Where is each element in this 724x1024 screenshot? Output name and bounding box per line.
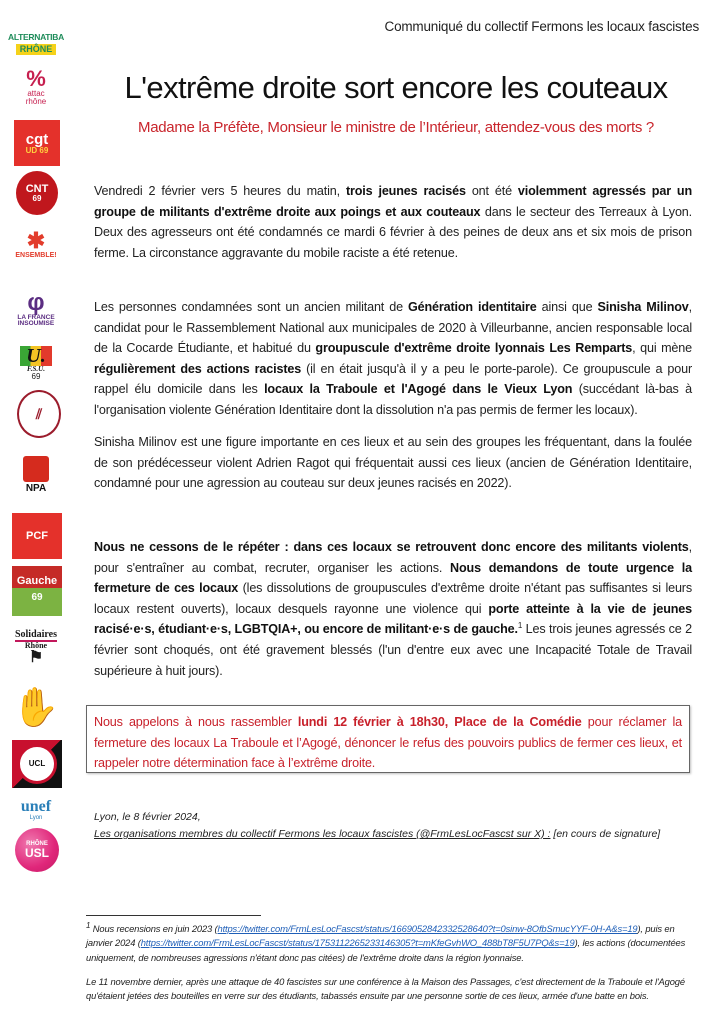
logo-npa: NPA — [6, 450, 66, 500]
footnote-marker: 1 — [86, 920, 91, 930]
logo-lfi: φ LA FRANCE INSOUMISE — [17, 288, 55, 327]
emphasis-text: Sinisha Milinov — [597, 300, 689, 314]
logo-pcf: PCF — [12, 513, 62, 559]
logo-fsu: U. F.S.U. 69 — [6, 336, 66, 390]
footnote-2 — [86, 975, 696, 1004]
emphasis-text: Génération identitaire — [407, 300, 537, 314]
hand-icon: ✋ — [12, 687, 60, 729]
rally-callout-text — [94, 712, 682, 774]
logo-touche-pas-a-mon-pote — [6, 680, 66, 736]
figures-icon: ✱ — [26, 227, 46, 253]
npa-emblem-icon — [23, 456, 49, 482]
body-text: Le 11 novembre dernier, après une attaque de 40 fascistes sur une conférence à la Maison des Passages, c'est directement de la Traboule et l'Agogé qu'étaient jetées des bouteilles en verre sur des étudiants, tabassés ensuite par une personne sortie de ces lieux, armée d'une batte en bois. — [86, 976, 685, 1002]
body-text: ), puis en janvier 2024 ( — [86, 923, 675, 949]
body-text: (il en était jusqu'à il y a peu le porte-parole). Ce groupuscule a pour rappel élu domicile dans les — [94, 361, 692, 397]
emphasis-text: porte atteinte à la vie de jeunes racisé·e·s, étudiant·e·s, LGBTQIA+, ou encore de militant·e·s de gauche. — [94, 601, 693, 637]
footnote-1 — [86, 922, 696, 965]
signatories-line — [94, 826, 660, 843]
place-date: Lyon, le 8 février 2024, — [94, 811, 201, 823]
logo-usl: RHÔNE USL — [15, 828, 59, 872]
signature-status: [en cours de signature] — [550, 828, 661, 840]
body-text: ), les actions (documentées uniquement, de nombreuses agressions n'étant donc pas citées) de l'extrême droite dans la région lyonnaise. — [86, 937, 686, 963]
signatories-label: Les organisations membres du collectif Fermons les locaux fascistes (@FrmLesLocFascst sur X) : — [94, 828, 551, 840]
body-text: Les personnes condamnées sont un ancien militant de — [94, 300, 408, 314]
footnote-separator — [86, 915, 261, 916]
body-text: Vendredi 2 février vers 5 heures du matin, — [94, 184, 346, 198]
body-text: Nous appelons à nous rassembler — [94, 715, 298, 729]
body-text: Les trois jeunes agressés ce 2 février sont choqués, ont été gravement blessés (l'un d'entre eux avec une Incapacité Totale de Travail supérieure à huit jours). — [94, 622, 692, 678]
logo-ucl: UCL — [12, 740, 62, 788]
logo-ensemble: ✱ ENSEMBLE! — [15, 227, 57, 259]
signature-block — [94, 809, 660, 843]
emphasis-text: locaux la Traboule et l'Agogé dans le Vieux Lyon — [264, 382, 573, 397]
emphasis-text: violemment agressés par un groupe de militants d'extrême droite aux poings et aux couteaux — [94, 184, 693, 219]
body-text: pour réclamer la fermeture des locaux La Traboule et l’Agogé, dénoncer le refus des pouvoirs publics de fermer ces lieux, et rappeler notre détermination face à l’extrême droite. — [94, 715, 682, 771]
runner-flag-icon: ⚑ — [28, 649, 44, 666]
paragraph-milinov — [94, 432, 692, 494]
body-text: ainsi que — [536, 300, 598, 314]
percent-icon: % — [26, 66, 46, 91]
body-text: ont été — [465, 184, 518, 198]
footnote-link[interactable]: https://twitter.com/FrmLesLocFascst/status/1669052842332528640?t=0sinw-8OfbSmucYYF-0H-A&s=19 — [217, 923, 638, 934]
body-text: dans le secteur des Terreaux à Lyon. Deux des agresseurs ont été condamnés ce mardi 6 février à des peines de deux ans et six mois de prison ferme. La circonstance aggravante du mobile raciste a été retenue. — [94, 204, 692, 260]
rally-callout-box — [86, 705, 690, 773]
emphasis-text: groupuscule d'extrême droite lyonnais Les Remparts — [315, 341, 633, 356]
body-text: (les dissolutions de groupuscules d'extrême droite n'étant pas suffisantes si leurs locaux restent ouverts), locaux desquels rayonne une violence qui — [94, 581, 692, 616]
footnote-marker: 1 — [517, 621, 523, 631]
body-text: , qui mène — [632, 341, 692, 356]
collective-header-label: Communiqué du collectif Fermons les locaux fascistes — [384, 19, 699, 34]
footnote-link[interactable]: https://twitter.com/FrmLesLocFascst/status/1753112265233146305?t=mKfeGvhWO_488bT8F5U7PQ&s=19 — [140, 937, 575, 949]
emphasis-text: lundi 12 février à 18h30, Place de la Comédie — [297, 715, 582, 729]
logo-cgt: cgt UD 69 — [14, 120, 60, 166]
logo-attac: % attac rhône — [25, 66, 47, 106]
page-subtitle: Madame la Préfète, Monsieur le ministre de l’Intérieur, attendez-vous des morts ? — [138, 119, 654, 136]
logo-solidaires: Solidaires Rhône ⚑ — [14, 629, 58, 666]
logo-cnt: CNT 69 — [16, 171, 58, 215]
emphasis-text: Nous demandons de toute urgence la fermeture de ces locaux — [94, 560, 692, 596]
arrows-icon: ⫽ — [35, 406, 43, 422]
phi-icon: φ — [27, 288, 45, 316]
paragraph-condemned — [94, 297, 692, 421]
emphasis-text: Nous ne cessons de le répéter : dans ces locaux se retrouvent donc encore des militants violents — [94, 540, 689, 554]
logo-jeune-garde — [17, 390, 61, 438]
body-text: Sinisha Milinov est une figure importante en ces lieux et au sein des groupes les fréquentant, dans la foulée de son prédécesseur violent Adrien Ragot qui fréquentait aussi ces lieux (ancien de Génération Identitaire, condamné pour une agression au couteau sur deux jeunes racisés en 2022). — [94, 435, 692, 491]
body-text: (succédant là-bas à l'organisation violente Génération Identitaire dont la dissolution n'a pas permis de fermer les locaux). — [94, 382, 693, 417]
page-title: L'extrême droite sort encore les couteaux — [124, 70, 668, 105]
logo-alternatiba: ALTERNATIBA RHÔNE — [8, 32, 64, 54]
emphasis-text: régulièrement des actions racistes — [94, 361, 302, 376]
emphasis-text: trois jeunes racisés — [345, 184, 466, 198]
paragraph-demand — [94, 537, 692, 681]
body-text: Nous recensions en juin 2023 ( — [90, 923, 218, 934]
body-text: , candidat pour le Rassemblement National aux municipales de 2020 à Villeurbanne, ancien responsable local de la Cocarde Étudiante, et habitué du — [94, 300, 692, 356]
logo-unef: unef Lyon — [20, 798, 52, 821]
paragraph-attack — [94, 181, 692, 263]
logo-gauche: Gauche 69 — [12, 566, 62, 616]
body-text: , pour s'entraîner au combat, recruter, organiser les actions. — [94, 540, 692, 575]
